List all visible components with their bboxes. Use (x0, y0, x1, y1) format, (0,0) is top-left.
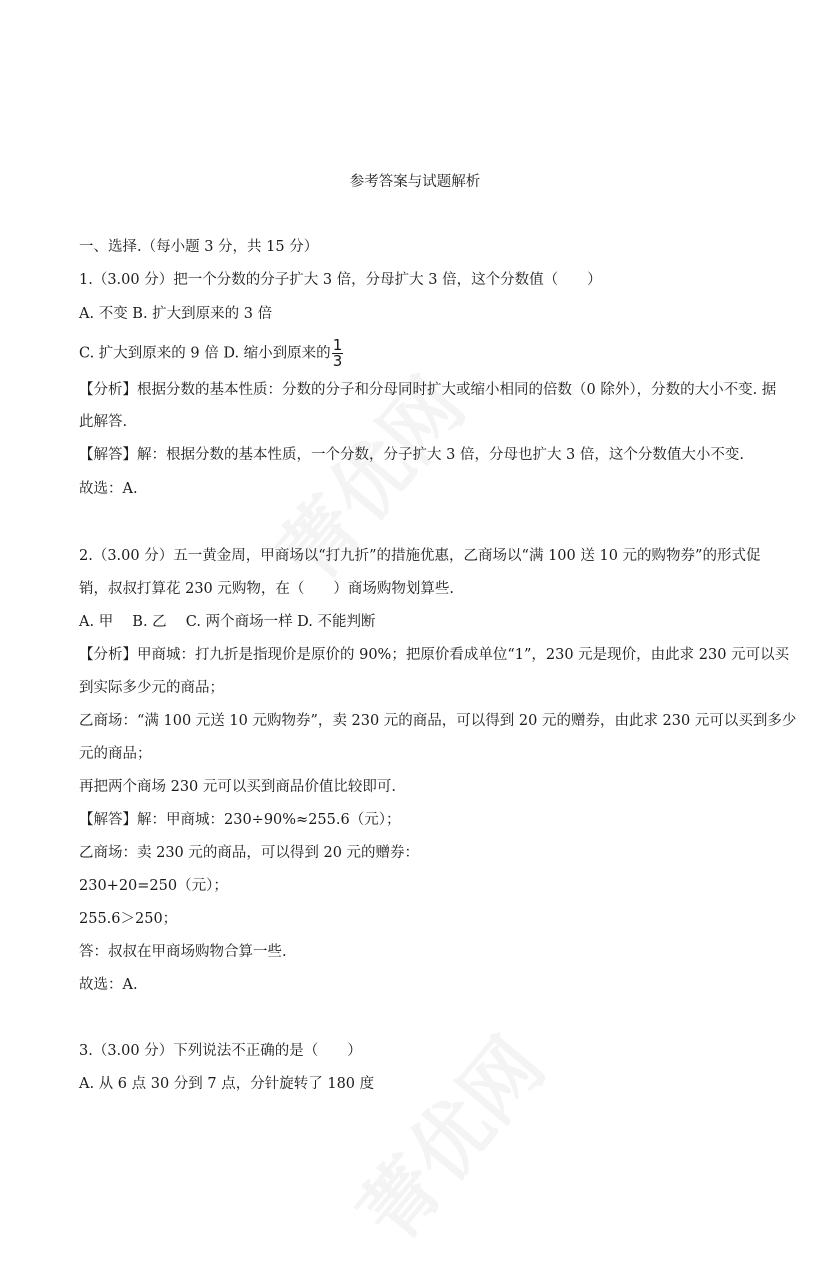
q1-options-ab: A. 不变 B. 扩大到原来的 3 倍 (79, 306, 273, 322)
q2-analysis-line5: 再把两个商场 230 元可以买到商品价值比较即可. (79, 779, 397, 795)
page-title: 参考答案与试题解析 (349, 174, 481, 190)
q2-answer-line3: 230+20=250（元）； (79, 878, 228, 894)
q2-choice: 故选：A. (79, 977, 138, 993)
watermark-bottom (329, 1010, 565, 1261)
q2-options: A. 甲 B. 乙 C. 两个商场一样 D. 不能判断 (79, 614, 376, 630)
q2-answer-line4: 255.6＞250； (79, 911, 178, 927)
section-heading: 一、选择.（每小题 3 分，共 15 分） (79, 239, 319, 255)
q2-answer-line1: 【解答】解：甲商城：230÷90%≈255.6（元）； (79, 812, 401, 828)
q1-options-cd (79, 338, 343, 369)
q1-analysis-line1: 【分析】根据分数的基本性质：分数的分子和分母同时扩大或缩小相同的倍数（0 除外），分数的大小不变. 据 (79, 382, 777, 398)
q1-options-cd-text: C. 扩大到原来的 9 倍 D. 缩小到原来的 (79, 345, 331, 362)
fraction-numerator: 1 (332, 336, 343, 354)
q1-answer: 【解答】解：根据分数的基本性质，一个分数，分子扩大 3 倍，分母也扩大 3 倍，这个分数值大小不变. (79, 447, 744, 463)
fraction-one-third (332, 338, 344, 369)
q2-stem-line1: 2.（3.00 分）五一黄金周，甲商场以“打九折”的措施优惠，乙商场以“满 100 送 10 元的购物券”的形式促 (79, 548, 761, 564)
q2-answer-line2: 乙商场：卖 230 元的商品，可以得到 20 元的赠券： (79, 845, 420, 861)
q2-analysis-line2: 到实际多少元的商品； (79, 680, 224, 696)
q2-analysis-line4: 元的商品； (79, 746, 152, 762)
q2-stem-line2: 销，叔叔打算花 230 元购物，在（ ）商场购物划算些. (79, 581, 455, 597)
q2-analysis-line3: 乙商场：“满 100 元送 10 元购物券”，卖 230 元的商品，可以得到 20 元的赠券，由此求 230 元可以买到多少 (79, 713, 797, 729)
q3-stem: 3.（3.00 分）下列说法不正确的是（ ） (79, 1043, 362, 1059)
q2-answer-line5: 答：叔叔在甲商场购物合算一些. (79, 944, 287, 960)
q1-choice: 故选：A. (79, 481, 138, 497)
q1-analysis-line2: 此解答. (79, 414, 128, 430)
q1-stem: 1.（3.00 分）把一个分数的分子扩大 3 倍，分母扩大 3 倍，这个分数值（ ） (79, 272, 602, 288)
q2-analysis-line1: 【分析】甲商城：打九折是指现价是原价的 90%；把原价看成单位“1”，230 元是现价，由此求 230 元可以买 (79, 647, 790, 663)
q3-option-a: A. 从 6 点 30 分到 7 点，分针旋转了 180 度 (79, 1076, 375, 1092)
fraction-denominator: 3 (332, 352, 343, 370)
